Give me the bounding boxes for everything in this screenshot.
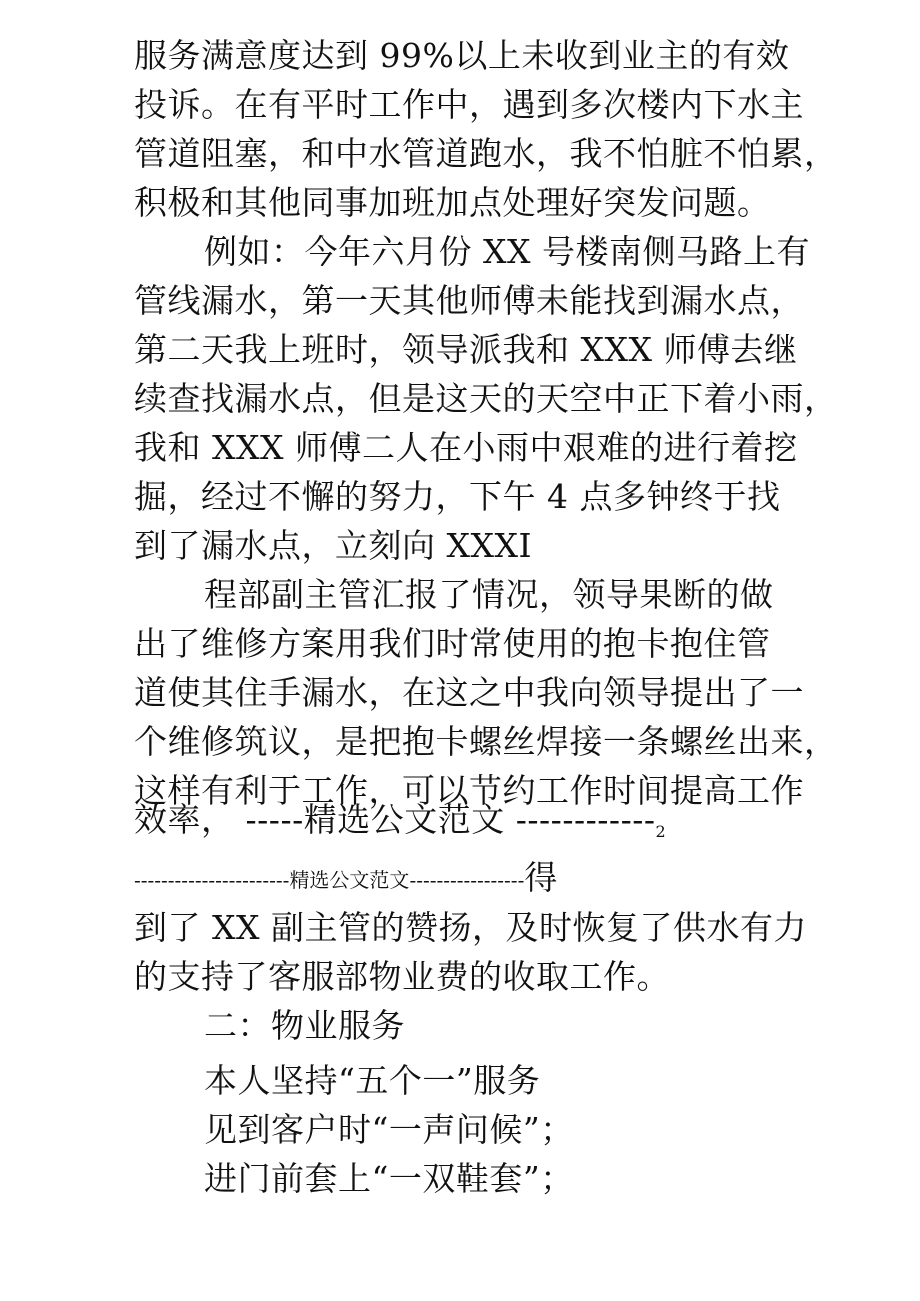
text-line: 的支持了客服部物业费的收取工作。 [134,957,670,996]
text-line: 本人坚持“五个一”服务 [204,1061,541,1100]
footer-trailing-char: 得 [524,858,558,897]
text-line: 道使其住手漏水，在这之中我向领导提出了一 [134,673,804,712]
text-line-content: 效率， -----精选公文范文 ------------ [134,800,656,839]
text-line [134,800,666,840]
text-line: 见到客户时“一声问候”； [204,1110,574,1149]
text-line: 程部副主管汇报了情况，领导果断的做 [204,575,774,614]
text-line: 投诉。在有平时工作中，遇到多次楼内下水主 [134,85,804,124]
footer-dashes-left: ----------------------- [134,868,290,892]
text-line: 这样有利于工作，可以节约工作时间提高工作 [134,771,804,810]
section-heading: 二：物业服务 [204,1006,405,1045]
footer-label: 精选公文范文 [289,868,410,892]
text-line: 第二天我上班时，领导派我和 XXX 师傅去继 [134,330,798,369]
text-line: 服务满意度达到 99%以上未收到业主的有效 [134,36,790,75]
text-line: 到了 XX 副主管的赞扬，及时恢复了供水有力 [134,908,807,947]
text-line: 我和 XXX 师傅二人在小雨中艰难的进行着挖 [134,428,798,467]
text-line: 出了维修方案用我们时常使用的抱卡抱住管 [134,624,771,663]
text-line: 积极和其他同事加班加点处理好突发问题。 [134,183,771,222]
text-line: 个维修筑议，是把抱卡螺丝焊接一条螺丝出来， [134,722,838,761]
page-number: 2 [655,822,667,841]
text-line: 管道阻塞，和中水管道跑水，我不怕脏不怕累， [134,134,838,173]
text-line: 管线漏水，第一天其他师傅未能找到漏水点， [134,281,804,320]
text-line: 到了漏水点，立刻向 XXXI [134,526,533,565]
text-line: 掘，经过不懈的努力，下午 4 点多钟终于找 [134,477,781,516]
text-line: 进门前套上“一双鞋套”； [204,1159,574,1198]
page-footer [134,858,557,900]
text-line: 续查找漏水点，但是这天的天空中正下着小雨， [134,379,838,418]
text-line: 例如：今年六月份 XX 号楼南侧马路上有 [204,232,810,271]
footer-dashes-right: ----------------- [409,868,525,892]
